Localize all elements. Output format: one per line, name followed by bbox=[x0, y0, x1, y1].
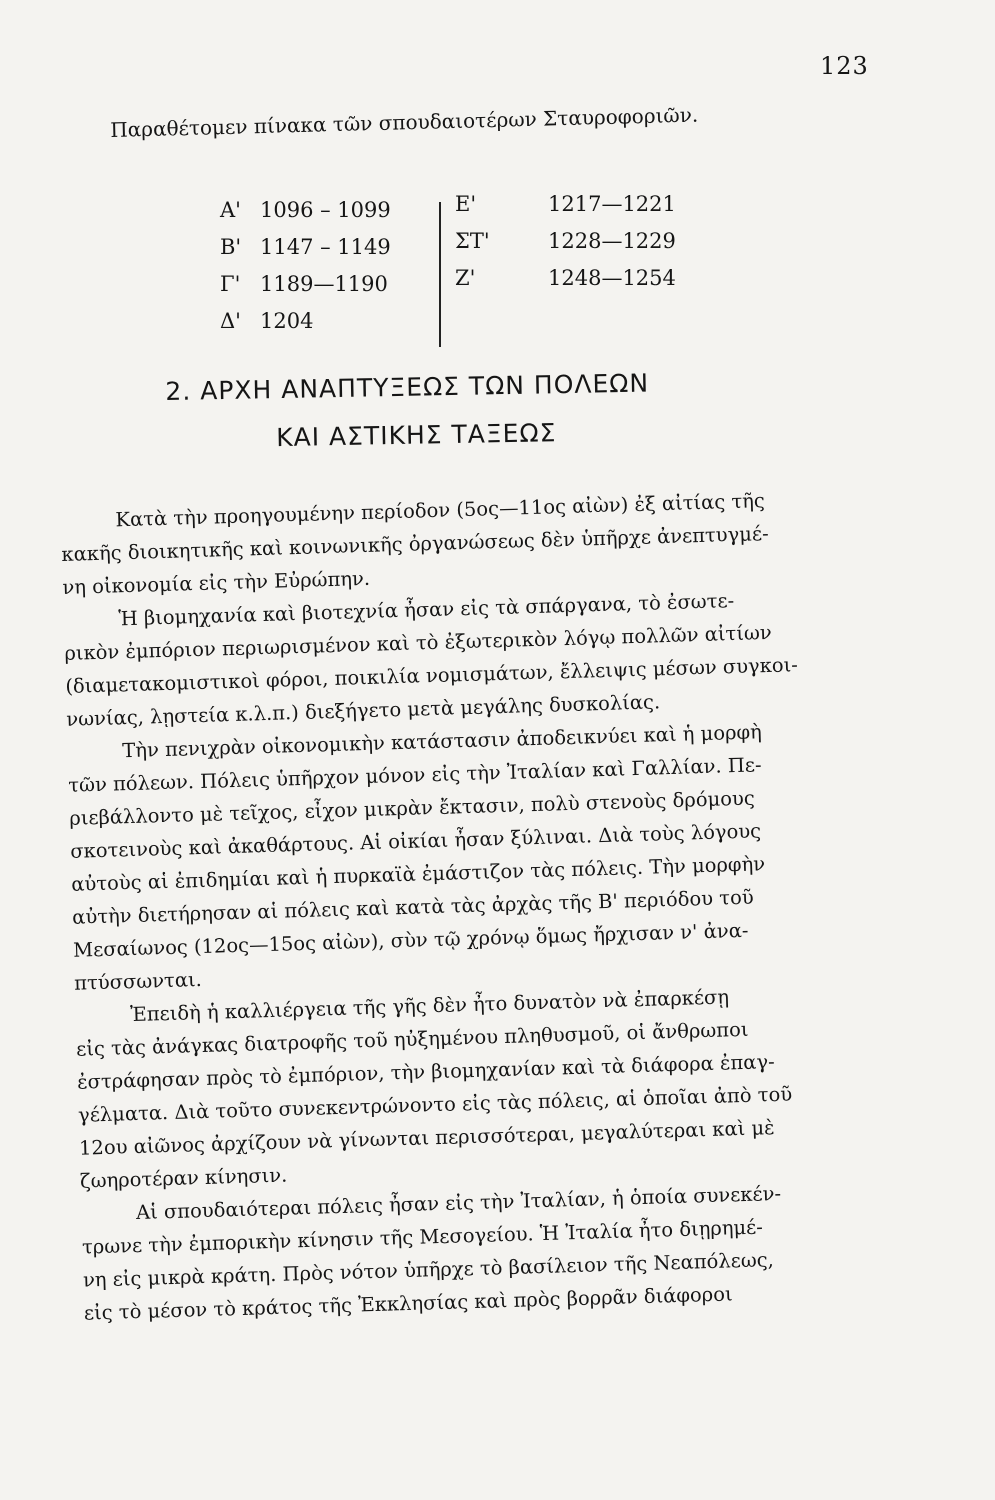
paragraph-line: Ἡ βιομηχανία καὶ βιοτεχνία ἦσαν εἰς τὰ σπάργανα, τὸ ἐσωτε- bbox=[118, 589, 735, 631]
crusade-years: 1204 bbox=[260, 309, 314, 333]
crusade-label: Ε' bbox=[455, 192, 477, 216]
page-number: 123 bbox=[820, 52, 869, 80]
crusades-column-left bbox=[220, 198, 391, 346]
crusades-column-right bbox=[455, 192, 676, 303]
crusade-row bbox=[220, 272, 391, 309]
paragraph-line: Ἐπειδὴ ἡ καλλιέργεια τῆς γῆς δὲν ἦτο δυνατὸν νὰ ἐπαρκέσῃ bbox=[129, 985, 730, 1027]
crusade-label: Ζ' bbox=[455, 266, 476, 290]
paragraph-line: πτύσσωνται. bbox=[73, 968, 203, 995]
paragraph-line: Αἱ σπουδαιότεραι πόλεις ἦσαν εἰς τὴν Ἰταλίαν, ἡ ὁποία συνεκέν- bbox=[135, 1181, 782, 1225]
crusade-years: 1147 – 1149 bbox=[260, 235, 391, 259]
crusade-row bbox=[455, 266, 676, 303]
section-heading-line-2: ΚΑΙ ΑΣΤΙΚΗΣ ΤΑΞΕΩΣ bbox=[275, 418, 557, 453]
table-divider bbox=[439, 202, 441, 347]
paragraph-line: αὐτοὺς αἱ ἐπιδημίαι καὶ ἡ πυρκαϊὰ ἐμάστιζον τὰς πόλεις. Τὴν μορφὴν bbox=[70, 852, 766, 896]
crusade-label: Γ' bbox=[220, 272, 241, 296]
crusade-years: 1096 – 1099 bbox=[260, 198, 391, 222]
crusade-years: 1217—1221 bbox=[548, 192, 676, 216]
crusade-row bbox=[455, 192, 676, 229]
paragraph-line: ριεβάλλοντο μὲ τεῖχος, εἶχον μικρὰν ἔκτασιν, πολὺ στενοὺς δρόμους bbox=[68, 786, 756, 830]
paragraph-line: Μεσαίωνος (12ος—15ος αἰὼν), σὺν τῷ χρόνῳ ὅμως ἤρχισαν ν' ἀνα- bbox=[72, 918, 749, 962]
paragraph-line: 12ου αἰῶνος ἀρχίζουν νὰ γίνωνται περισσότεραι, μεγαλύτεραι καὶ μὲ bbox=[78, 1116, 775, 1160]
crusade-row bbox=[220, 235, 391, 272]
paragraph-line: Κατὰ τὴν προηγουμένην περίοδον (5ος—11ος αἰὼν) ἐξ αἰτίας τῆς bbox=[115, 489, 766, 532]
crusade-row bbox=[220, 198, 391, 235]
paragraph-line: κακῆς διοικητικῆς καὶ κοινωνικῆς ὀργανώσεως δὲν ὑπῆρχε ἀνεπτυγμέ- bbox=[61, 521, 769, 566]
body-text bbox=[60, 480, 934, 1330]
intro-sentence: Παραθέτομεν πίνακα τῶν σπουδαιοτέρων Σταυροφοριῶν. bbox=[110, 102, 699, 142]
paragraph-line: νωνίας, λῃστεία κ.λ.π.) διεξήγετο μετὰ μεγάλης δυσκολίας. bbox=[66, 690, 661, 731]
crusade-row bbox=[455, 229, 676, 266]
crusade-label: Δ' bbox=[220, 309, 241, 333]
paragraph-line: εἰς τὸ μέσον τὸ κράτος τῆς Ἐκκλησίας καὶ πρὸς βορρᾶν διάφοροι bbox=[83, 1282, 733, 1325]
crusade-label: Α' bbox=[220, 198, 241, 222]
crusade-years: 1228—1229 bbox=[548, 229, 676, 253]
paragraph-line: ζωηροτέραν κίνησιν. bbox=[79, 1163, 288, 1193]
paragraph-line: (διαμετακομιστικοὶ φόροι, ποικιλία νομισμάτων, ἔλλειψις μέσων συγκοι- bbox=[65, 653, 799, 698]
paragraph-line: γέλματα. Διὰ τοῦτο συνεκεντρώνοντο εἰς τὰς πόλεις, αἱ ὁποῖαι ἀπὸ τοῦ bbox=[77, 1082, 793, 1127]
crusade-row bbox=[220, 309, 391, 346]
paragraph-line: τρωνε τὴν ἐμπορικὴν κίνησιν τῆς Μεσογείου. Ἡ Ἰταλία ἦτο διῃρημέ- bbox=[81, 1215, 764, 1259]
paragraph-line: εἰς τὰς ἀνάγκας διατροφῆς τοῦ ηὐξημένου πληθυσμοῦ, οἱ ἄνθρωποι bbox=[75, 1017, 749, 1061]
crusade-years: 1248—1254 bbox=[548, 266, 676, 290]
paragraph-line: νη οἰκονομία εἰς τὴν Εὐρώπην. bbox=[62, 566, 371, 599]
paragraph-line: αὐτὴν διετήρησαν αἱ πόλεις καὶ κατὰ τὰς ἀρχὰς τῆς Β' περιόδου τοῦ bbox=[71, 885, 754, 929]
paragraph-line: τῶν πόλεων. Πόλεις ὑπῆρχον μόνον εἰς τὴν Ἰταλίαν καὶ Γαλλίαν. Πε- bbox=[67, 753, 762, 797]
crusade-label: Β' bbox=[220, 235, 242, 259]
paragraph-line: ἐστράφησαν πρὸς τὸ ἐμπόριον, τὴν βιομηχανίαν καὶ τὰ διάφορα ἐπαγ- bbox=[76, 1050, 775, 1094]
section-heading-line-1: 2. ΑΡΧΗ ΑΝΑΠΤΥΞΕΩΣ ΤΩΝ ΠΟΛΕΩΝ bbox=[165, 368, 650, 406]
paragraph-line: νη εἰς μικρὰ κράτη. Πρὸς νότον ὑπῆρχε τὸ βασίλειον τῆς Νεαπόλεως, bbox=[82, 1248, 775, 1292]
paragraph-line: Τὴν πενιχρὰν οἰκονομικὴν κατάστασιν ἀποδεικνύει καὶ ἡ μορφὴ bbox=[121, 720, 763, 763]
paragraph-line: ρικὸν ἐμπόριον περιωρισμένον καὶ τὸ ἐξωτερικὸν λόγῳ πολλῶν αἰτίων bbox=[64, 620, 772, 665]
paragraph-line: σκοτεινοὺς καὶ ἀκαθάρτους. Αἱ οἰκίαι ἦσαν ξύλιναι. Διὰ τοὺς λόγους bbox=[69, 819, 762, 863]
crusade-years: 1189—1190 bbox=[260, 272, 388, 296]
section-heading bbox=[165, 360, 650, 464]
crusade-label: ΣΤ' bbox=[455, 229, 490, 253]
